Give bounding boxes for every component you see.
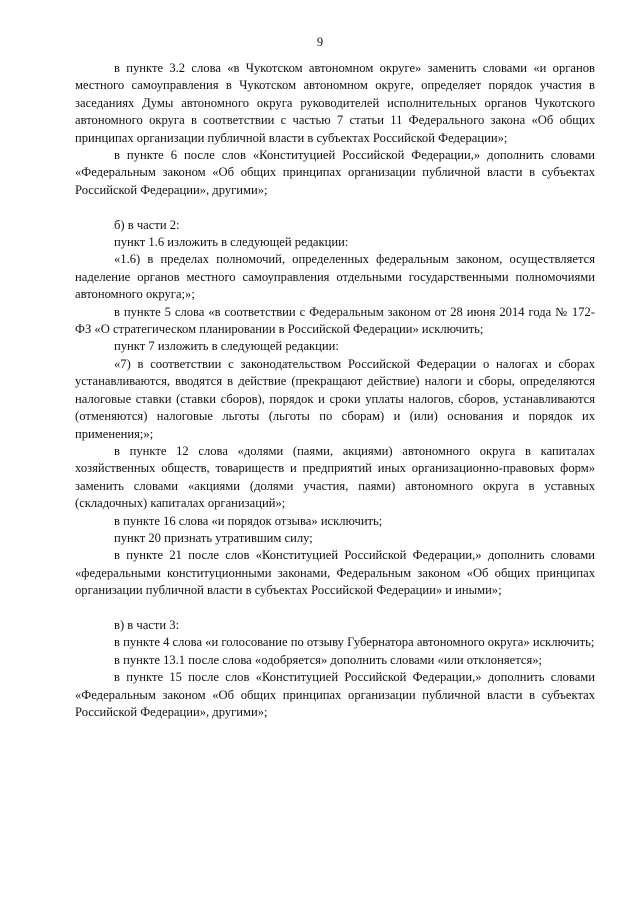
paragraph: «1.6) в пределах полномочий, определенных федеральным законом, осуществляется наделение органов местного самоуправления отдельными государственными полномочиями автономного округа;»; (75, 252, 595, 302)
paragraph: в пункте 13.1 после слова «одобряется» дополнить словами «или отклоняется»; (114, 652, 543, 667)
paragraph: в пункте 15 после слов «Конституцией Российской Федерации,» дополнить словами «Федеральным законом «Об общих принципах организации публичной власти в субъектах Российской Федерации», другими»; (75, 670, 595, 719)
paragraph: в пункте 5 слова «в соответствии с Федеральным законом от 28 июня 2014 года № 172-ФЗ «О стратегическом планировании в Российской Федерации» исключить; (75, 304, 595, 337)
section-heading: б) в части 2: (114, 217, 180, 232)
document-body (75, 60, 595, 721)
paragraph: «7) в соответствии с законодательством Российской Федерации о налогах и сборах устанавливаются, вводятся в действие (прекращают действие) налоги и сборы, определяются налоговые ставки (ставки сборов), порядок и сроки уплаты налогов, сборов, устанавливаются (отменяются) налоговые льготы (льготы по сборам) и (или) основания и порядок их применения;»; (75, 356, 595, 441)
paragraph: в пункте 12 слова «долями (паями, акциями) автономного округа в капиталах хозяйственных обществ, товариществ и предприятий иных организационно-правовых форм» заменить словами «акциями (долями участия, паями) автономного округа в уставных (складочных) капиталах организаций»; (75, 443, 595, 511)
paragraph: в пункте 6 после слов «Конституцией Российской Федерации,» дополнить словами «Федеральным законом «Об общих принципах организации публичной власти в субъектах Российской Федерации», другими»; (75, 148, 595, 197)
paragraph: в пункте 3.2 слова «в Чукотском автономном округе» заменить словами «и органов местного самоуправления в Чукотском автономном округе, определяет порядок участия в заседаниях Думы автономного округа руководителей исполнительных органов Чукотского автономного округа в соответствии с частью 7 статьи 11 Федерального закона «Об общих принципах организации публичной власти в субъектах Российской Федерации»; (75, 61, 595, 145)
paragraph: пункт 7 изложить в следующей редакции: (114, 339, 339, 354)
paragraph: в пункте 21 после слов «Конституцией Российской Федерации,» дополнить словами «федеральными конституционными законами, Федеральным законом «Об общих принципах организации публичной власти в субъектах Российской Федерации» и иными»; (75, 548, 595, 598)
section-heading: в) в части 3: (114, 617, 180, 632)
paragraph: в пункте 4 слова «и голосование по отзыву Губернатора автономного округа» исключить; (114, 635, 595, 650)
page-number: 9 (316, 35, 324, 49)
paragraph: в пункте 16 слова «и порядок отзыва» исключить; (114, 513, 383, 528)
paragraph: пункт 1.6 изложить в следующей редакции: (114, 235, 349, 250)
paragraph: пункт 20 признать утратившим силу; (114, 530, 313, 545)
